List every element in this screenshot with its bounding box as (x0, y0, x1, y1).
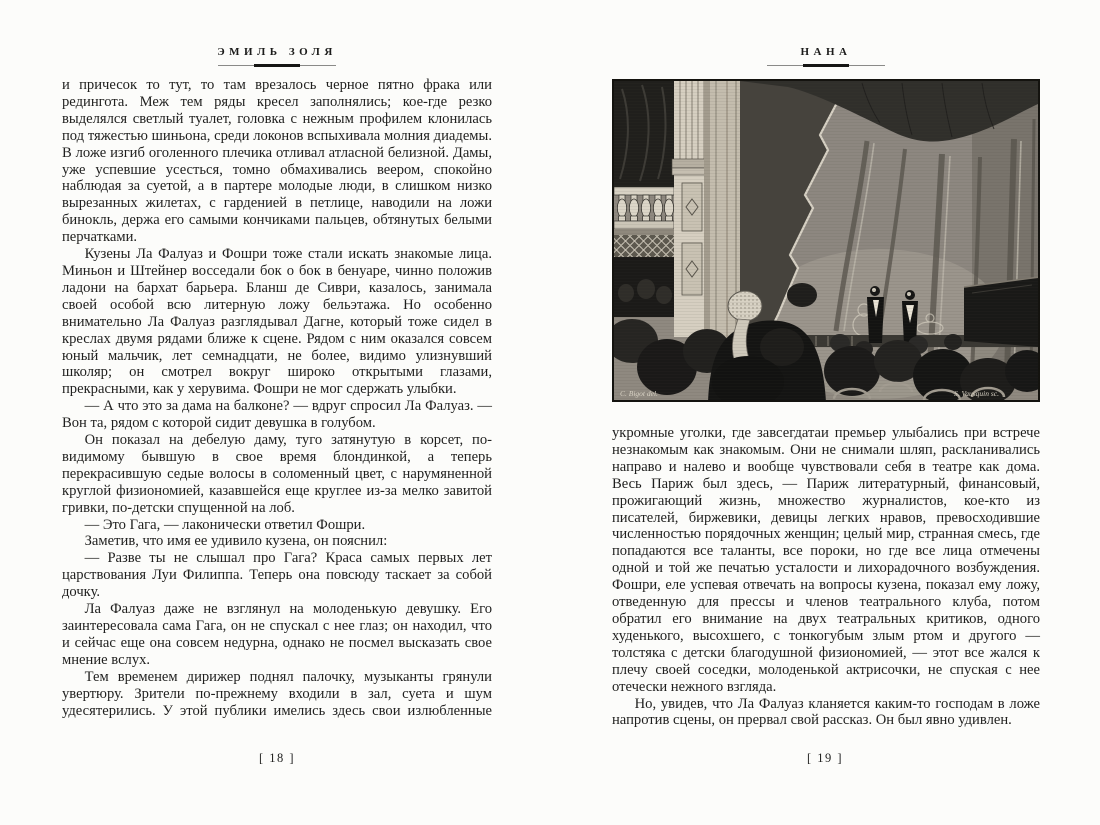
paragraph: Заметив, что имя ее удивило кузена, он пояснил: (84, 533, 388, 550)
illustration-wrap (612, 79, 1040, 402)
paragraph: Ла Фалуаз даже не взглянул на молоденькую девушку. Его заинтересовала сама Гага, он не спускал с нее глаз; он находил, что и сейчас еще она совсем недурна, однако не посмел высказать свое мнение вслух. (62, 601, 492, 668)
artist-signature-left: C. Bigot del. (620, 389, 658, 398)
paragraph: Кузены Ла Фалуаз и Фошри тоже стали искать знакомые лица. Миньон и Штейнер восседали бок о бок в бенуаре, чинно положив ладони на бархат барьера. Бланш де Сиври, казалось, занимала своей особой всю литерную ложу бельэтажа. Но особенно внимательно Ла Фалуаз разглядывал Дагне, который тоже сидел в креслах двумя рядами ближе к сцене. Рядом с ним оказался совсем юный мальчик, лет семнадцати, не более, видимо улизнувший школяр; он смотрел вокруг широко открытыми глазами, прекрасными, как у херувима. Фошри не мог сдержать улыбки. (62, 246, 492, 398)
right-page-text (612, 425, 1040, 729)
header-rule-thick (803, 64, 849, 67)
engraving-texture (612, 79, 1040, 402)
page-number-left: [ 18 ] (258, 751, 296, 765)
header-rule-left (218, 63, 336, 68)
running-head-left: ЭМИЛЬ ЗОЛЯ (217, 46, 337, 58)
paragraph: — Разве ты не слышал про Гага? Краса самых первых лет царствования Луи Филиппа. Теперь она повсюду таскает за собой дочку. (62, 550, 492, 601)
theater-illustration (612, 79, 1040, 402)
left-page-text (62, 77, 492, 719)
page-number-right: [ 19 ] (806, 751, 844, 765)
paragraph: Он показал на дебелую даму, туго затянутую в корсет, по-видимому бывшую в свое время блондинкой, а теперь перекрасившую седые волосы в соломенный цвет, с нарумяненной круглой физиономией, казавшейся еще круглее из-за мелко завитой гривки, по-детски спущенной на лоб. (62, 432, 492, 516)
paragraph: Но, увидев, что Ла Фалуаз кланяется каким-то господам в ложе напротив сцены, он прервал свой рассказ. Он был явно удивлен. (612, 695, 1040, 729)
paragraph: укромные уголки, где завсегдатаи премьер улыбались при встрече незнакомым как знакомым. Они не снимали шляп, раскланивались направо и налево и вообще чувствовали себя в театре как дома. Весь Париж был здесь, — Париж литературный, финансовый, прожигающий жизнь, множество журналистов, кое-кто из писателей, биржевики, девицы легких нравов, превосходившие численностью порядочных женщин; целый мир, странная смесь, где попадаются все таланты, все пороки, но где все лица отмечены одной и той же печатью усталости и лихорадочного возбуждения. Фошри, еле успевая отвечать на вопросы кузена, показал ему ложу, отведенную для прессы и членов театрального клуба, потом обратил его внимание на двух театральных критиков, одного худенького, высохшего, с тонкогубым злым ртом и другого — толстяка с детски благодушной физиономией, — этот все жался к плечу своей соседки, молоденькой актрисочки, не спуская с нее отечески нежного взгляда. (612, 425, 1040, 695)
header-rule-thick (254, 64, 300, 67)
paragraph: — Это Гага, — лаконически ответил Фошри. (84, 516, 366, 533)
engraver-signature-right: S. Vausquin sc. (954, 389, 999, 398)
paragraph: и причесок то тут, то там врезалось черное пятно фрака или редингота. Меж тем ряды кресел заполнялись; кое-где резко выделялся светлый туалет, головка с нежным профилем клонилась под тяжестью шиньона, среди локонов вспыхивала молния диадемы. В ложе изгиб оголенного плечика отливал атласной белизной. Дамы, уже успевшие усесться, томно обмахивались веером, спокойно наблюдая за суетой, а в партере молодые люди, в слишком низко вырезанных жилетах, с гарденией в петлице, наводили на ложи бинокль, держа его самыми кончиками пальцев, обтянутых белыми перчатками. (62, 77, 492, 246)
left-page (62, 46, 492, 719)
header-rule-right (767, 63, 885, 68)
paragraph: — А что это за дама на балконе? — вдруг спросил Ла Фалуаз. — Вон та, рядом с которой сидит девушка в голубом. (62, 398, 492, 432)
paragraph: Тем временем дирижер поднял палочку, музыканты грянули увертюру. Зрители по-прежнему входили в зал, суета и шум удесятерились. У этой публики имелись здесь свои излюбленные (62, 668, 492, 719)
right-page (612, 46, 1040, 729)
running-head-right: НАНА (800, 46, 852, 58)
